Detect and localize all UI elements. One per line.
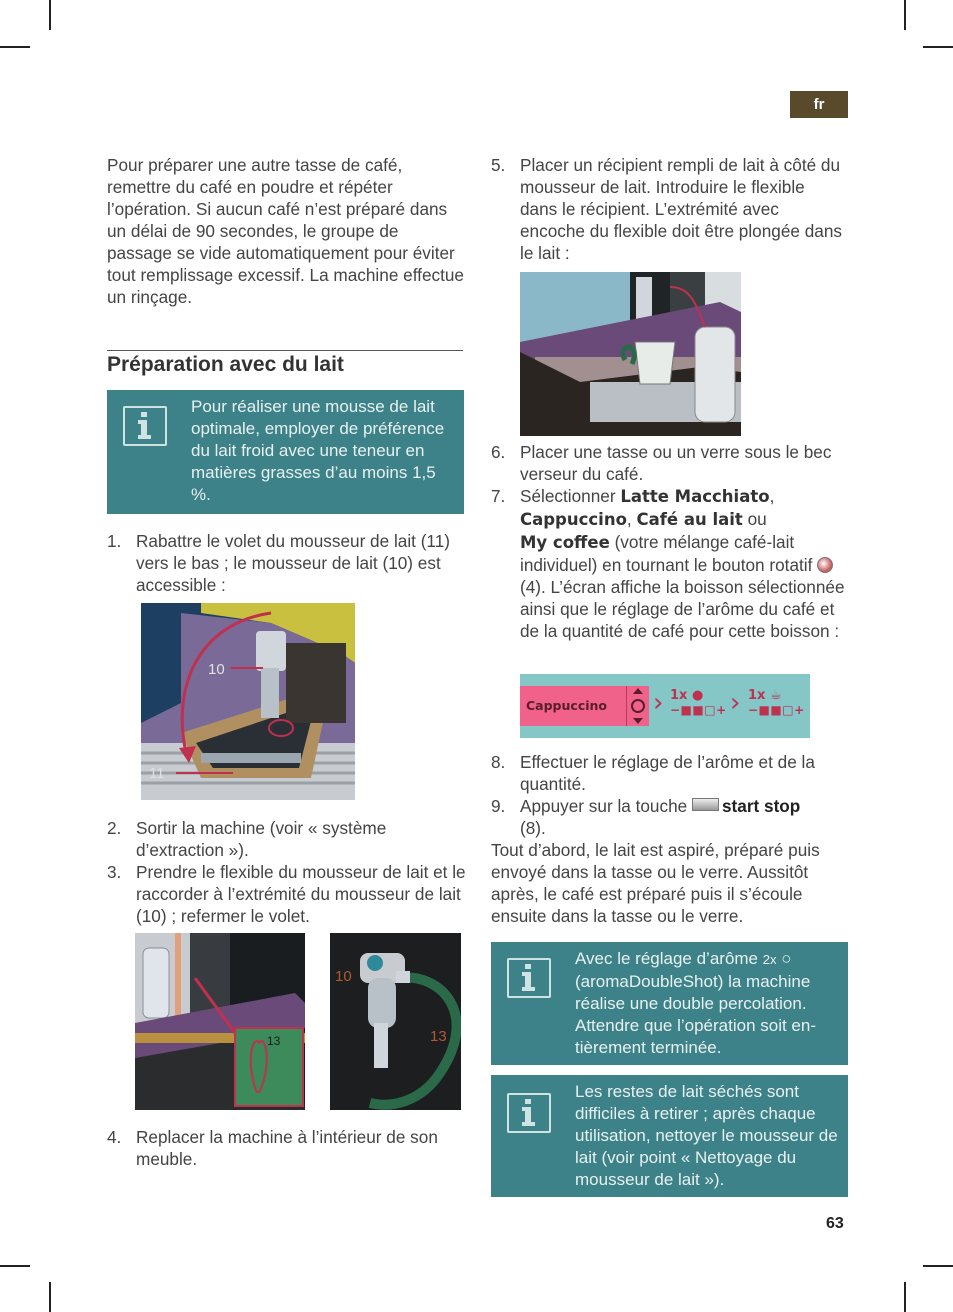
steps-list-left-2 bbox=[107, 817, 467, 927]
start-stop-label: start stop bbox=[721, 796, 801, 816]
aroma-badge: 2x bbox=[762, 952, 777, 967]
crop-mark bbox=[904, 0, 906, 30]
figure-frother-flap bbox=[141, 603, 355, 800]
after-paragraph: Tout d’abord, le lait est aspiré, préparé puis envoyé dans la tasse ou le verre. Aussitôt après, le café est préparé puis il s’écoule ensuite dans la tasse ou le verre. bbox=[491, 840, 820, 926]
info-box-cold-milk bbox=[107, 390, 464, 514]
info-icon bbox=[507, 958, 551, 998]
language-tag: fr bbox=[790, 91, 848, 118]
figure-hose-storage bbox=[135, 933, 305, 1110]
cup-icon: ☕ bbox=[769, 688, 782, 703]
drink-option: Cappuccino bbox=[520, 510, 627, 529]
info-box-aroma-double bbox=[491, 942, 848, 1065]
list-item: 5. Placer un récipient rempli de lait à côté du mousseur de lait. Introduire le flexible dans le récipient. L’extrémité avec encoche du flexible doit être plongée dans le lait : bbox=[491, 155, 843, 263]
info-text: Pour réaliser une mousse de lait optimale, employer de préférence du lait froid avec une teneur en matières grasses d’au moins 1,5 %. bbox=[191, 397, 445, 504]
list-item: 7. Sélectionner Latte Macchiato, Cappuccino, Café au lait ou My coffee (votre mélange café-lait individuel) en tournant le bouton rotatif (4). L’écran affiche la boisson sélectionnée ainsi que le réglage de l’arôme du café et de la quantité de café pour cette boisson : bbox=[491, 486, 845, 641]
crop-mark bbox=[49, 0, 51, 30]
drink-option: My coffee bbox=[520, 533, 610, 552]
amount-setting: 1x ☕ −■■□+ bbox=[748, 688, 805, 717]
scroll-indicator bbox=[626, 686, 649, 726]
drink-option: Latte Macchiato bbox=[620, 487, 770, 506]
intro-paragraph: Pour préparer une autre tasse de café, remettre du café en poudre et répéter l’opération. Si aucun café n’est préparé dans un délai de 90 secondes, le groupe de passage se vide automatiquement pour éviter tout remplissage excessif. La machine effectue un rinçage. bbox=[107, 155, 464, 307]
section-title: Préparation avec du lait bbox=[107, 350, 463, 377]
steps-list-right-2 bbox=[491, 441, 851, 642]
list-item: 6. Placer une tasse ou un verre sous le bec verseur du café. bbox=[491, 442, 832, 484]
list-item: 8. Effectuer le réglage de l’arôme et de la quantité. bbox=[491, 752, 815, 794]
list-item: 2. Sortir la machine (voir « système d’extraction »). bbox=[107, 818, 387, 860]
machine-display bbox=[520, 674, 810, 738]
info-icon bbox=[507, 1093, 551, 1133]
crop-mark bbox=[904, 1282, 906, 1312]
crop-mark bbox=[923, 46, 953, 48]
steps-list-left bbox=[107, 530, 467, 596]
rotary-knob-icon bbox=[817, 557, 833, 573]
info-text: Avec le réglage d’arôme 2x ○ (aromaDoubleShot) la machine réalise une double percolation. Attendre que l’opération soit entièrement terminée. bbox=[575, 949, 816, 1057]
page-number: 63 bbox=[826, 1215, 844, 1232]
drink-option: Café au lait bbox=[636, 510, 743, 529]
chevron-right-icon: › bbox=[730, 688, 741, 718]
coffee-bean-icon: ○ bbox=[781, 949, 792, 968]
steps-list-left-3 bbox=[107, 1126, 467, 1170]
start-stop-key-icon bbox=[692, 798, 719, 811]
list-item: 1. Rabattre le volet du mousseur de lait (11) vers le bas ; le mousseur de lait (10) est accessible : bbox=[107, 531, 450, 595]
coffee-bean-icon: ● bbox=[691, 688, 704, 703]
chevron-right-icon: › bbox=[653, 688, 664, 718]
list-item: 9. Appuyer sur la touche start stop (8). bbox=[491, 796, 801, 838]
info-box-cleaning bbox=[491, 1075, 848, 1197]
info-text: Les restes de lait séchés sont difficiles à retirer ; après chaque utilisation, nettoyer le mousseur de lait (voir point « Nettoyage du mousseur de lait »). bbox=[575, 1082, 838, 1189]
callout-label: 10 bbox=[208, 661, 225, 678]
info-icon bbox=[123, 406, 167, 446]
callout-label: 11 bbox=[149, 765, 165, 782]
figure-milk-container bbox=[520, 272, 741, 436]
callout-label: 13 bbox=[430, 1028, 447, 1045]
steps-list-right-3 bbox=[491, 751, 851, 839]
crop-mark bbox=[0, 1265, 30, 1267]
steps-list-right bbox=[491, 154, 846, 264]
figure-hose-connection bbox=[330, 933, 461, 1110]
callout-label: 10 bbox=[335, 968, 352, 985]
crop-mark bbox=[0, 46, 30, 48]
list-item: 4. Replacer la machine à l’intérieur de son meuble. bbox=[107, 1127, 438, 1169]
crop-mark bbox=[49, 1282, 51, 1312]
crop-mark bbox=[923, 1265, 953, 1267]
drink-name: Cappuccino bbox=[520, 686, 626, 726]
list-item: 3. Prendre le flexible du mousseur de lait et le raccorder à l’extrémité du mousseur de lait (10) ; refermer le volet. bbox=[107, 862, 466, 926]
aroma-setting: 1x ● −■■□+ bbox=[670, 688, 727, 717]
callout-label: 13 bbox=[267, 1034, 281, 1048]
